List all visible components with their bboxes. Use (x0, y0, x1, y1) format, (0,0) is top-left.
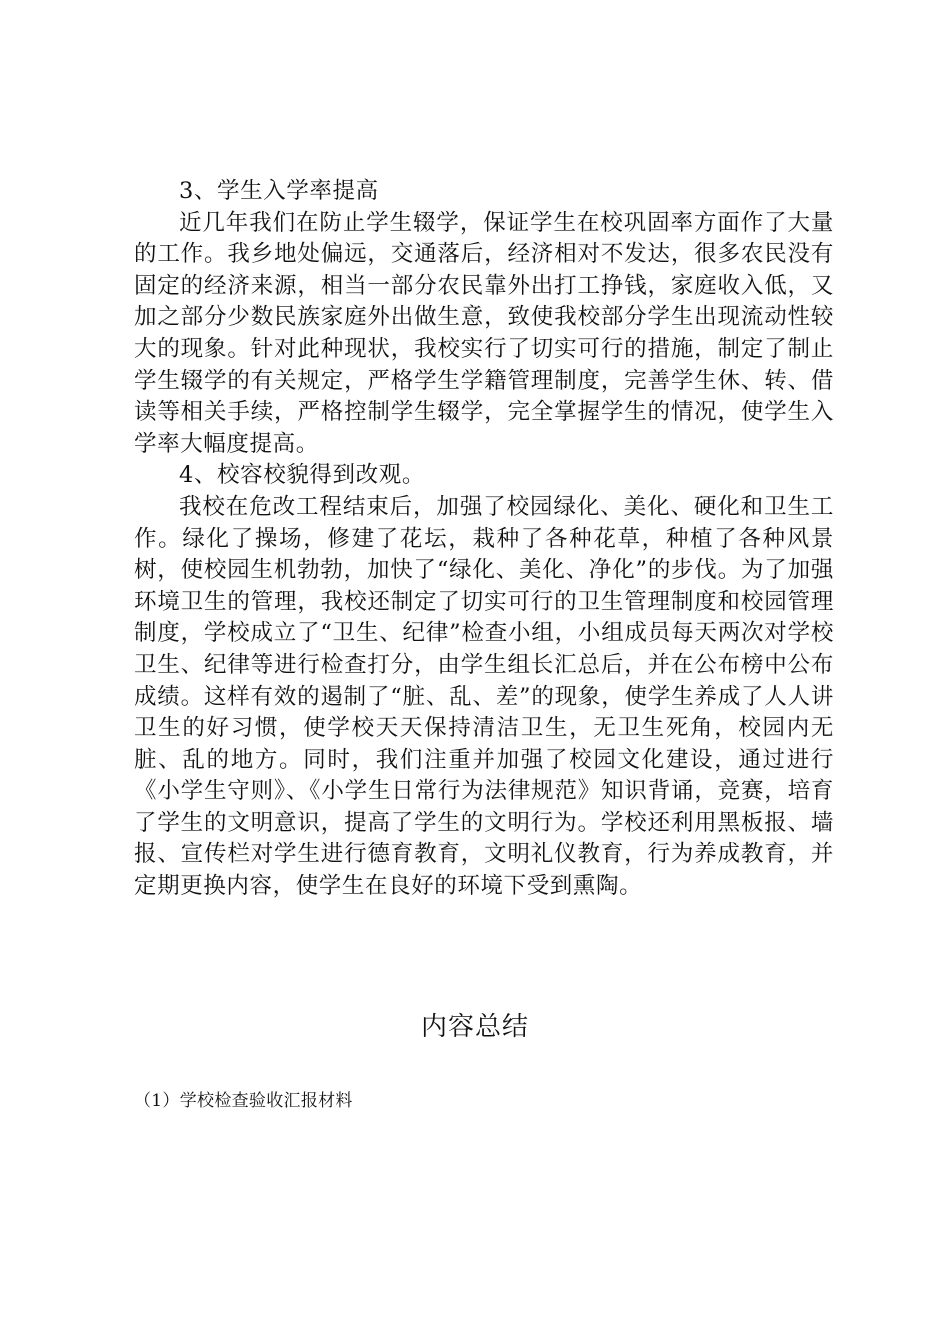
paragraph-campus: 我校在危改工程结束后，加强了校园绿化、美化、硬化和卫生工作。绿化了操场，修建了花坛，栽种了各种花草，种植了各种风景树，使校园生机勃勃，加快了“绿化、美化、净化”的步伐。为了加强环境卫生的管理，我校还制定了切实可行的卫生管理制度和校园管理制度，学校成立了“卫生、纪律”检查小组，小组成员每天两次对学校卫生、纪律等进行检查打分，由学生组长汇总后，并在公布榜中公布成绩。这样有效的遏制了“脏、乱、差”的现象，使学生养成了人人讲卫生的好习惯，使学校天天保持清洁卫生，无卫生死角，校园内无脏、乱的地方。同时，我们注重并加强了校园文化建设，通过进行《小学生守则》、《小学生日常行为法律规范》知识背诵，竞赛，培育了学生的文明意识，提高了学生的文明行为。学校还利用黑板报、墙报、宣传栏对学生进行德育教育，文明礼仪教育，行为养成教育，并定期更换内容，使学生在良好的环境下受到熏陶。 (134, 493, 834, 900)
summary-item: （1）学校检查验收汇报材料 (134, 1091, 353, 1111)
section-heading-campus: 4、校容校貌得到改观。 (179, 462, 425, 489)
section-heading-enrollment: 3、学生入学率提高 (179, 178, 379, 204)
paragraph-enrollment: 近几年我们在防止学生辍学，保证学生在校巩固率方面作了大量的工作。我乡地处偏远，交通落后，经济相对不发达，很多农民没有固定的经济来源，相当一部分农民靠外出打工挣钱，家庭收入低，又加之部分少数民族家庭外出做生意，致使我校部分学生出现流动性较大的现象。针对此种现状，我校实行了切实可行的措施，制定了制止学生辍学的有关规定，严格学生学籍管理制度，完善学生休、转、借读等相关手续，严格控制学生辍学，完全掌握学生的情况，使学生入学率大幅度提高。 (134, 209, 834, 457)
summary-title: 内容总结 (420, 1012, 529, 1042)
document-body (134, 176, 834, 903)
